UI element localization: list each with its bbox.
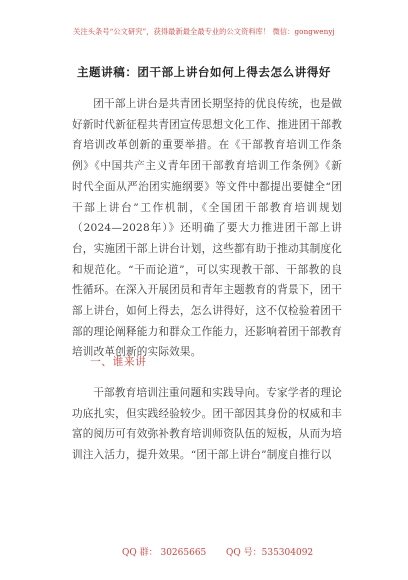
document-title: 主题讲稿：团干部上讲台如何上得去怎么讲得好	[76, 65, 332, 79]
body-paragraph-2: 干部教育培训注重问题和实践导向。专家学者的理论功底扎实，但实践经验较少。团干部因其身份的权威和丰富的阅历可有效弥补教育培训师资队伍的短板，从而为培训注入活力，提升效果。“团干部上讲台”制度自推行以	[72, 387, 342, 462]
footer-qq-group: QQ 群： 30265665	[122, 548, 207, 558]
footer-qq-number: QQ 号：535304092	[226, 548, 314, 558]
header-banner: 关注头条号“公文研究”，获得最新最全最专业的公文资料库！ 微信：gongwenyj	[73, 27, 335, 36]
section-heading-1: 一、谁来讲	[90, 355, 147, 368]
body-paragraph-1: 团干部上讲台是共青团长期坚持的优良传统，也是做好新时代新征程共青团宣传思想文化工作、推进团干部教育培训改革创新的重要举措。在《干部教育培训工作条例》《中国共产主义青年团干部教育培训工作条例》《新时代全面从严治团实施纲要》等文件中都提出要健全“团干部上讲台”工作机制，《全国团干部教育培训规划（2024—2028年）》还明确了要大力推进团干部上讲台，实施团干部上讲台计划，这些都有助于推动其制度化和规范化。“干而论道”，可以实现教干部、干部教的良性循环。在深入开展团员和青年主题教育的背景下，团干部上讲台，如何上得去，怎么讲得好，这不仅检验着团干部的理论阐释能力和群众工作能力，还影响着团干部教育培训改革创新的实际效果。	[72, 98, 342, 359]
